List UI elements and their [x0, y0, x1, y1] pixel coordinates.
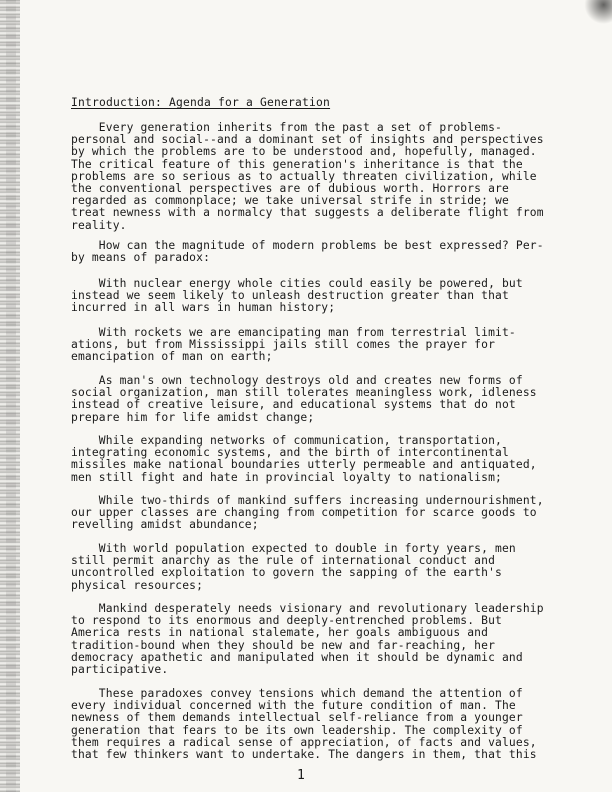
paragraph-technology: As man's own technology destroys old and creates new forms of social organization, man still tolerates meaningless work, idleness instead of creative leisure, and educational systems that do not prepare him for life amidst change;	[71, 374, 537, 424]
page-number: 1	[297, 768, 305, 783]
paragraph-leadership: Mankind desperately needs visionary and revolutionary leadership to respond to its enormous and deeply-entrenched problems. But America rests in national stalemate, her goals ambiguous and tradition-bound when they should be new and far-reaching, her democracy apathetic and manipulated when it should be dynamic and participative.	[71, 602, 544, 677]
scan-binding-edge	[0, 0, 20, 792]
paragraph-paradoxes: These paradoxes convey tensions which demand the attention of every individual concerned with the future condition of man. The newness of them demands intellectual self-reliance from a younger generation that fears to be its own leadership. The complexity of them requires a radical sense of appreciation, of facts and values, that few thinkers want to undertake. The dangers in them, that this	[71, 687, 537, 762]
scan-corner-mark	[584, 0, 612, 24]
paragraph-rockets: With rockets we are emancipating man from terrestrial limit- ations, but from Mississippi jails still comes the prayer for emancipation of man on earth;	[71, 326, 516, 364]
paragraph-intro: Every generation inherits from the past a set of problems- personal and social--and a dominant set of insights and perspectives by which the problems are to be understood and, hopefully, managed. The critical feature of this generation's inheritance is that the problems are so serious as to actually threaten civilization, while the conventional perspectives are of dubious worth. Horrors are regarded as commonplace; we take universal strife in stride; we treat newness with a normalcy that suggests a deliberate flight from reality.	[71, 121, 544, 232]
paragraph-population: With world population expected to double in forty years, men still permit anarchy as the rule of international conduct and uncontrolled exploitation to govern the sapping of the earth's physical resources;	[71, 542, 516, 592]
paragraph-question: How can the magnitude of modern problems be best expressed? Per- by means of paradox:	[71, 239, 544, 265]
paragraph-networks: While expanding networks of communication, transportation, integrating economic systems, and the birth of intercontinental missiles make national boundaries utterly permeable and antiquated, men still fight and hate in provincial loyalty to nationalism;	[71, 434, 537, 484]
paragraph-undernourishment: While two-thirds of mankind suffers increasing undernourishment, our upper classes are changing from competition for scarce goods to revelling amidst abundance;	[71, 494, 544, 532]
section-heading: Introduction: Agenda for a Generation	[71, 96, 331, 109]
paragraph-nuclear: With nuclear energy whole cities could easily be powered, but instead we seem likely to unleash destruction greater than that incurred in all wars in human history;	[71, 277, 523, 315]
